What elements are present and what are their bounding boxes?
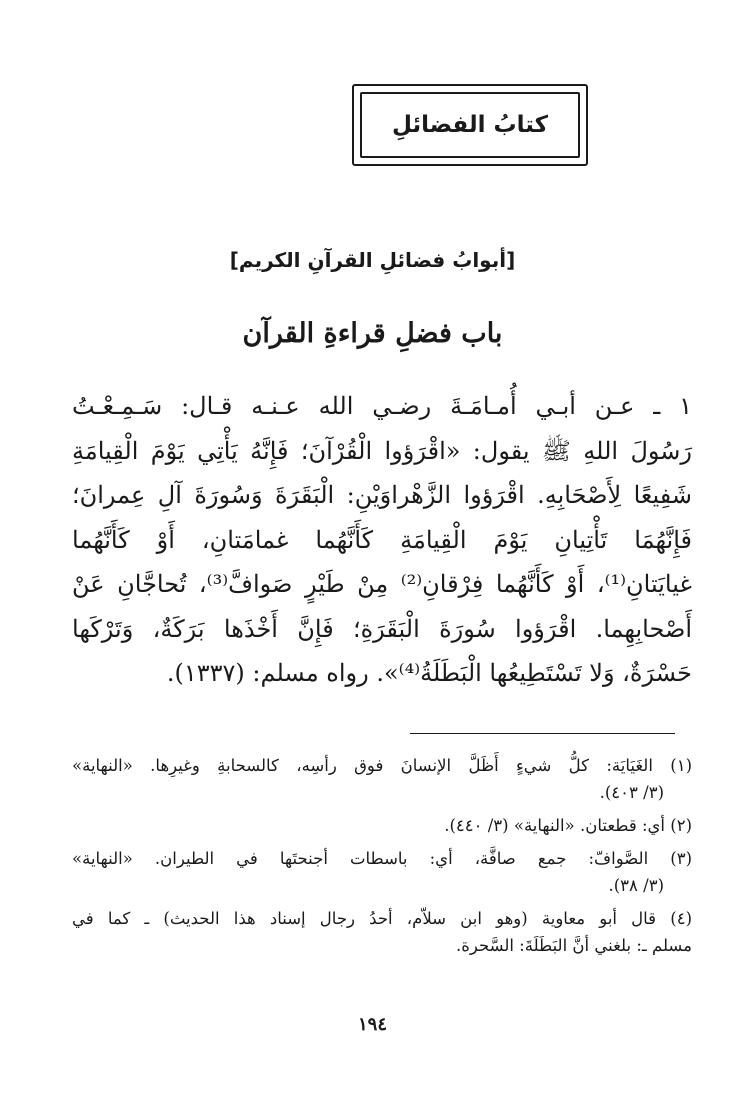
- section-title: [أبوابُ فضائلِ القرآنِ الكريم]: [229, 248, 516, 272]
- hadith-line: شَفِيعًا لِأَصْحَابِهِ. اقْرَؤوا الزَّهْراوَيْنِ: الْبَقَرَةَ وَسُورَةَ آلِ عِمرانَ؛: [72, 481, 692, 509]
- book-title-inner-frame: [360, 92, 580, 158]
- footnote-4: [72, 905, 692, 959]
- footnote-separator: [410, 733, 675, 734]
- page-number: ١٩٤: [357, 1014, 387, 1035]
- hadith-text: [72, 384, 692, 696]
- footnote-line: (٣/ ٤٠٣).: [599, 783, 664, 802]
- footnote-line: (٣) الصَّوافّ: جمع صافَّة، أي: باسطات أجنحتَها في الطيران. «النهاية»: [72, 849, 692, 868]
- hadith-line: رَسُولَ اللهِ ﷺ يقول: «اقْرَؤوا الْقُرْآنَ؛ فَإِنَّهُ يَأْتِي يَوْمَ الْقِيامَةِ: [72, 436, 692, 465]
- footnote-line: مسلم ـ: بلغني أنَّ البَطَلَةَ: السَّحرة.: [455, 936, 692, 955]
- chapter-title: باب فضلِ قراءةِ القرآن: [242, 318, 503, 349]
- hadith-line: ١ ـ عـن أبـي أُمـامَـةَ رضـي الله عـنـه قـال: سَـمِـعْـتُ: [72, 392, 692, 420]
- footnote-2: [72, 812, 692, 839]
- footnote-line: (١) الغَيَايَة: كلُّ شيءٍ أَظَلَّ الإنسانَ فوق رأسِه، كالسحابةِ وغيرِها. «النهاية»: [72, 756, 692, 775]
- hadith-line: أَصْحابِهِما. اقْرَؤوا سُورَةَ الْبَقَرَةِ؛ فَإِنَّ أَخْذَها بَرَكَةٌ، وَتَرْكَها: [72, 614, 692, 643]
- book-title: كتابُ الفضائلِ: [391, 112, 549, 138]
- footnote-line: (٢) أي: قطعتان. «النهاية» (٣/ ٤٤٠).: [444, 816, 692, 835]
- hadith-line: حَسْرَةٌ، وَلا تَسْتَطِيعُها الْبَطَلَةُ⁽⁴⁾». رواه مسلم: (١٣٣٧).: [166, 659, 692, 687]
- footnote-1: [72, 752, 692, 806]
- book-title-frame: [352, 84, 588, 166]
- footnote-3: [72, 845, 692, 899]
- footnote-line: (٤) قال أبو معاوية (وهو ابن سلاّم، أحدُ رجال إسناد هذا الحديث) ـ كما في: [72, 909, 692, 928]
- hadith-line: غيايَتانِ⁽¹⁾، أَوْ كَأَنَّهُما فِرْقانِ⁽²⁾ مِنْ طَيْرٍ صَوافَّ⁽³⁾، تُحاجَّانِ عَنْ: [72, 570, 692, 598]
- footnotes: [72, 752, 692, 965]
- footnote-line: (٣/ ٣٨).: [608, 876, 664, 895]
- hadith-line: فَإِنَّهُمَا تَأْتِيانِ يَوْمَ الْقِيامَةِ كَأَنَّهُما غمامَتانِ، أَوْ كَأَنَّهُما: [72, 525, 692, 554]
